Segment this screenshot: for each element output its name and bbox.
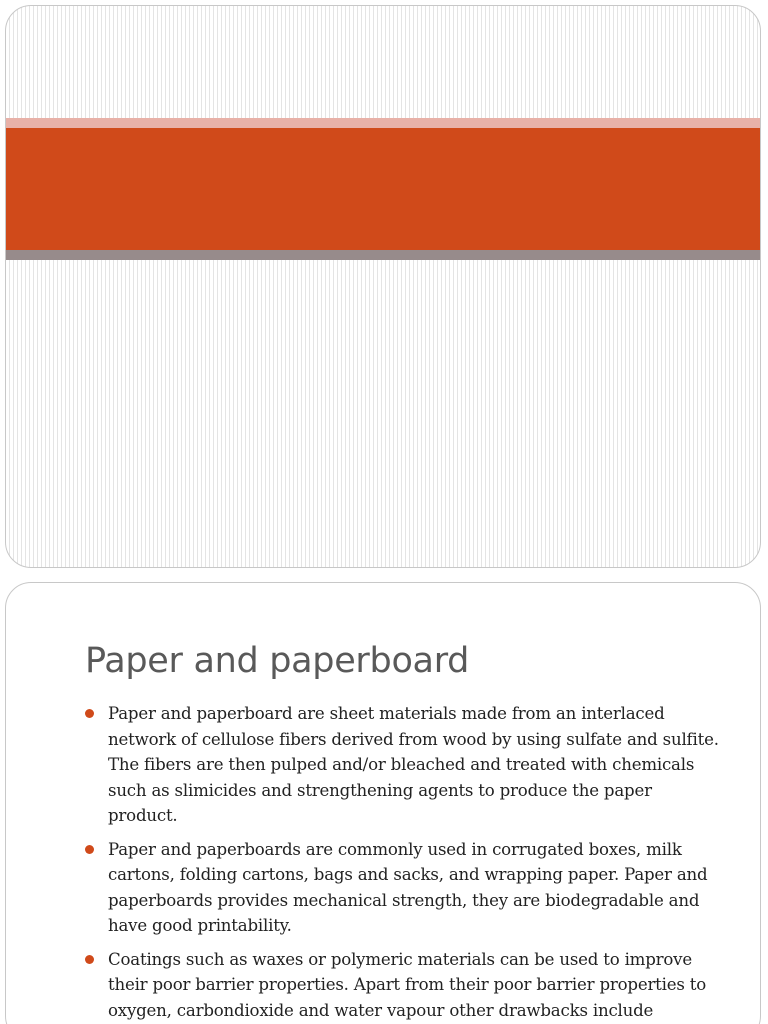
bullet-text: Paper and paperboards are commonly used in corrugated boxes, milk cartons, folding cartons, bags and sacks, and wrapping paper. Paper and paperboards provides mechanical strength, they are biodegradable and have good printability. — [108, 839, 708, 935]
bullet-dot-icon — [85, 709, 94, 718]
slide-title: Paper and paperboard — [85, 641, 470, 681]
bullet-list — [6, 701, 761, 1024]
bullet-dot-icon — [85, 845, 94, 854]
bullet-item — [6, 701, 761, 829]
bullet-dot-icon — [85, 955, 94, 964]
bullet-text: Coatings such as waxes or polymeric materials can be used to improve their poor barrier properties. Apart from their poor barrier properties to oxygen, carbondioxide and water vapour other drawbacks include — [108, 949, 707, 1020]
content-slide — [5, 582, 761, 1024]
accent-band-main — [6, 128, 760, 250]
title-slide — [5, 5, 761, 568]
bullet-item — [6, 837, 761, 939]
bullet-item — [6, 947, 761, 1024]
accent-band-top — [6, 118, 760, 128]
bullet-text: Paper and paperboard are sheet materials made from an interlaced network of cellulose fibers derived from wood by using sulfate and sulfite. The fibers are then pulped and/or bleached and treated with chemicals such as slimicides and strengthening agents to produce the paper product. — [108, 704, 719, 825]
accent-band-bottom — [6, 250, 760, 260]
